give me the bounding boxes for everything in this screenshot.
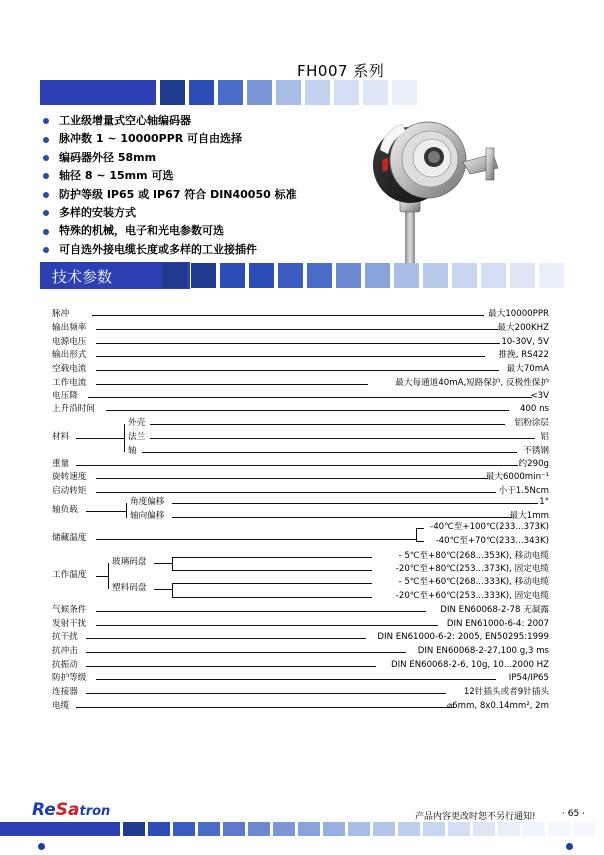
band-square bbox=[392, 80, 417, 105]
feature-text: 轴径 8 ~ 15mm 可选 bbox=[59, 169, 174, 183]
band-square bbox=[523, 822, 545, 836]
spec-value-voltage-drop: <3V bbox=[530, 391, 549, 401]
feature-text: 工业级增量式空心轴编码器 bbox=[59, 114, 191, 127]
leader-line bbox=[86, 693, 446, 694]
spec-value-housing: 铝粉涂层 bbox=[514, 418, 549, 428]
band-square bbox=[218, 80, 243, 105]
spec-value-storage-temp-2: -40℃至+70℃(233...343K) bbox=[435, 536, 549, 546]
spec-label-output-freq: 输出频率 bbox=[52, 323, 87, 333]
spec-value-storage-temp-1: -40℃至+100℃(233...373K) bbox=[430, 522, 549, 532]
band-square bbox=[398, 822, 420, 836]
bullet-icon bbox=[43, 229, 49, 235]
spec-value-plastic-temp-2: -20℃至+60℃(253...333K), 固定电缆 bbox=[395, 591, 549, 601]
spec-label-working-current: 工作电流 bbox=[52, 378, 87, 388]
leader-line bbox=[76, 707, 454, 708]
leader-line bbox=[96, 492, 496, 493]
bullet-icon bbox=[43, 192, 49, 198]
spec-label-plastic-disc: 塑料码盘 bbox=[112, 583, 147, 593]
section-band bbox=[162, 263, 564, 288]
band-square bbox=[473, 822, 495, 836]
leader-line bbox=[96, 539, 416, 540]
band-square bbox=[123, 822, 145, 836]
spec-value-shaft: 不锈钢 bbox=[523, 446, 549, 456]
spec-label-pulse: 脉冲 bbox=[52, 309, 70, 319]
band-square bbox=[191, 263, 216, 288]
spec-label-cable: 电缆 bbox=[52, 701, 70, 711]
spec-label-immunity: 抗干扰 bbox=[52, 632, 78, 642]
band-square bbox=[248, 822, 270, 836]
band-square bbox=[373, 822, 395, 836]
spec-value-vibration: DIN EN60068-2-6, 10g, 10...2000 HZ bbox=[390, 660, 549, 670]
feature-item bbox=[43, 222, 297, 240]
leader-line bbox=[96, 343, 500, 344]
footer-dot bbox=[38, 843, 45, 850]
spec-value-flange: 铝 bbox=[540, 432, 549, 442]
spec-value-rise-time: 400 ns bbox=[519, 404, 549, 414]
spec-value-weight: 约290g bbox=[518, 459, 549, 469]
spec-label-storage-temp: 储藏温度 bbox=[52, 533, 87, 543]
band-square bbox=[189, 80, 214, 105]
spec-value-immunity: DIN EN61000-6-2: 2005, EN50295:1999 bbox=[377, 632, 549, 642]
band-square bbox=[148, 822, 170, 836]
leader-line bbox=[154, 563, 172, 564]
band-square bbox=[298, 822, 320, 836]
band-square bbox=[481, 263, 506, 288]
leader-line bbox=[172, 597, 372, 598]
leader-line bbox=[96, 384, 368, 385]
section-title: 技术参数 bbox=[52, 268, 113, 286]
leader-line bbox=[96, 329, 498, 330]
spec-label-speed: 旋转速度 bbox=[52, 472, 87, 482]
spec-label-angular-offset: 角度偏移 bbox=[130, 497, 165, 507]
band-square bbox=[278, 263, 303, 288]
leader-line bbox=[416, 528, 424, 529]
leader-line bbox=[86, 666, 376, 667]
bullet-icon bbox=[43, 118, 49, 124]
spec-label-supply-voltage: 电源电压 bbox=[52, 337, 87, 347]
spec-label-working-temp: 工作温度 bbox=[52, 570, 87, 580]
leader-line bbox=[96, 478, 487, 479]
band-square bbox=[423, 263, 448, 288]
leader-line bbox=[96, 370, 499, 371]
spec-label-shock: 抗冲击 bbox=[52, 646, 78, 656]
spec-value-climate: DIN EN60068-2-78 无凝露 bbox=[440, 605, 549, 615]
band-square bbox=[305, 80, 330, 105]
leader-line bbox=[96, 611, 426, 612]
spec-value-emission: DIN EN61000-6-4: 2007 bbox=[446, 619, 549, 629]
band-square bbox=[223, 822, 245, 836]
spec-value-shock: DIN EN60068-2-27,100 g,3 ms bbox=[417, 646, 549, 656]
feature-text: 特殊的机械，电子和光电参数可选 bbox=[59, 224, 224, 238]
band-square bbox=[548, 822, 570, 836]
leader-line bbox=[76, 438, 124, 439]
spec-value-glass-temp-2: -20℃至+80℃(253...373K), 固定电缆 bbox=[395, 564, 549, 574]
cable bbox=[405, 208, 415, 265]
feature-list bbox=[43, 112, 297, 259]
encoder-product-image bbox=[358, 110, 508, 265]
feature-text: 可自选外接电缆长度或多样的工业接插件 bbox=[59, 242, 257, 256]
band-square bbox=[323, 822, 345, 836]
spec-value-pulse: 最大10000PPR bbox=[488, 309, 549, 319]
header-band-bar bbox=[40, 80, 156, 105]
band-square bbox=[249, 263, 274, 288]
leader-line bbox=[142, 452, 517, 453]
band-square bbox=[336, 263, 361, 288]
band-square bbox=[363, 80, 388, 105]
leader-line bbox=[92, 315, 484, 316]
bullet-icon bbox=[43, 173, 49, 179]
spec-label-emission: 发射干扰 bbox=[52, 619, 87, 629]
spec-label-climate: 气候条件 bbox=[52, 605, 87, 615]
leader-line bbox=[172, 517, 511, 518]
leader-line bbox=[150, 438, 535, 439]
spec-label-material: 材料 bbox=[52, 432, 70, 442]
spec-value-start-torque: 小于1.5Ncm bbox=[498, 486, 549, 496]
spec-value-no-load-current: 最大70mA bbox=[506, 364, 549, 374]
band-square bbox=[423, 822, 445, 836]
band-square bbox=[307, 263, 332, 288]
spec-label-flange: 法兰 bbox=[128, 432, 146, 442]
bracket-line bbox=[416, 528, 417, 541]
leader-line bbox=[172, 570, 372, 571]
mounting-bracket bbox=[486, 148, 494, 180]
spec-label-start-torque: 启动转矩 bbox=[52, 486, 87, 496]
leader-line bbox=[86, 652, 406, 653]
spec-label-protection: 防护等级 bbox=[52, 673, 87, 683]
bullet-icon bbox=[43, 247, 49, 253]
bullet-icon bbox=[43, 137, 49, 143]
leader-line bbox=[172, 557, 372, 558]
spec-label-shaft-load: 轴负载 bbox=[52, 505, 78, 515]
label-mark bbox=[382, 158, 388, 172]
band-square bbox=[276, 80, 301, 105]
spec-value-axial-offset: 最大1mm bbox=[509, 511, 549, 521]
leader-line bbox=[172, 583, 372, 584]
spec-value-connector: 12针插头或者9针插头 bbox=[463, 687, 549, 697]
leader-line bbox=[416, 541, 424, 542]
spec-label-connector: 连接器 bbox=[52, 687, 78, 697]
band-square bbox=[162, 263, 187, 288]
spec-label-output-form: 输出形式 bbox=[52, 350, 87, 360]
feature-item bbox=[43, 112, 297, 130]
spec-label-shaft: 轴 bbox=[128, 446, 137, 456]
header-band bbox=[40, 80, 417, 105]
logo-part: tron bbox=[79, 804, 111, 819]
bracket-line bbox=[108, 563, 109, 589]
feature-item bbox=[43, 130, 297, 148]
page-number: · 65 · bbox=[562, 809, 585, 819]
spec-value-protection: IP54/IP65 bbox=[508, 673, 549, 683]
bullet-icon bbox=[43, 210, 49, 216]
footer-band bbox=[0, 822, 595, 836]
spec-label-housing: 外壳 bbox=[128, 418, 146, 428]
band-square bbox=[573, 822, 595, 836]
spec-value-supply-voltage: 10-30V, 5V bbox=[501, 337, 549, 347]
spec-value-output-form: 推挽, RS422 bbox=[498, 350, 549, 360]
spec-value-cable: ⌀6mm, 8x0.14mm², 2m bbox=[446, 701, 549, 711]
page-title: FH007 系列 bbox=[297, 62, 385, 80]
shaft-bore bbox=[428, 151, 440, 163]
leader-line bbox=[86, 638, 366, 639]
leader-line bbox=[96, 625, 438, 626]
company-logo bbox=[32, 800, 110, 820]
band-square bbox=[394, 263, 419, 288]
leader-line bbox=[172, 503, 538, 504]
spec-label-no-load-current: 空载电流 bbox=[52, 364, 87, 374]
band-square bbox=[539, 263, 564, 288]
band-square bbox=[247, 80, 272, 105]
spec-value-plastic-temp-1: - 5℃至+60℃(268...333K), 移动电缆 bbox=[398, 577, 549, 587]
bracket-line bbox=[172, 583, 173, 597]
band-square bbox=[198, 822, 220, 836]
bracket-line bbox=[126, 503, 127, 518]
footer-dot bbox=[566, 843, 573, 850]
spec-label-axial-offset: 轴向偏移 bbox=[130, 511, 165, 521]
band-square bbox=[498, 822, 520, 836]
band-square bbox=[510, 263, 535, 288]
spec-label-rise-time: 上升沿时间 bbox=[52, 404, 95, 414]
spec-value-speed: 最大6000min⁻¹ bbox=[485, 472, 549, 482]
logo-part: Sa bbox=[55, 800, 80, 820]
spec-label-voltage-drop: 电压降 bbox=[52, 391, 78, 401]
band-square bbox=[160, 80, 185, 105]
feature-item bbox=[43, 241, 297, 259]
band-square bbox=[365, 263, 390, 288]
band-square bbox=[448, 822, 470, 836]
spec-value-angular-offset: 1° bbox=[539, 497, 549, 507]
feature-text: 脉冲数 1 ~ 10000PPR 可自由选择 bbox=[59, 132, 243, 146]
spec-label-glass-disc: 玻璃码盘 bbox=[112, 557, 147, 567]
leader-line bbox=[86, 511, 126, 512]
band-square bbox=[348, 822, 370, 836]
feature-item bbox=[43, 149, 297, 167]
band-square bbox=[220, 263, 245, 288]
leader-line bbox=[76, 465, 518, 466]
bullet-icon bbox=[43, 155, 49, 161]
feature-text: 防护等级 IP65 或 IP67 符合 DIN40050 标准 bbox=[59, 187, 297, 201]
spec-value-glass-temp-1: - 5℃至+80℃(268...353K), 移动电缆 bbox=[398, 551, 549, 561]
feature-item bbox=[43, 204, 297, 222]
bracket-line bbox=[124, 424, 125, 452]
spec-value-output-freq: 最大200KHZ bbox=[497, 323, 549, 333]
band-square bbox=[273, 822, 295, 836]
spec-label-weight: 重量 bbox=[52, 459, 70, 469]
leader-line bbox=[96, 576, 108, 577]
band-square bbox=[452, 263, 477, 288]
spec-value-working-current: 最大每通道40mA,短路保护, 反极性保护 bbox=[395, 378, 549, 388]
band-square bbox=[334, 80, 359, 105]
leader-line bbox=[106, 410, 509, 411]
leader-line bbox=[154, 589, 172, 590]
leader-line bbox=[96, 679, 496, 680]
leader-line bbox=[150, 424, 505, 425]
bracket-line bbox=[172, 557, 173, 570]
spec-label-vibration: 抗振动 bbox=[52, 660, 78, 670]
footer-band-bar bbox=[0, 822, 120, 836]
logo-part: Re bbox=[32, 800, 56, 820]
feature-text: 多样的安装方式 bbox=[59, 205, 136, 219]
feature-item bbox=[43, 167, 297, 185]
leader-line bbox=[96, 356, 485, 357]
feature-text: 编码器外径 58mm bbox=[59, 150, 157, 164]
leader-line bbox=[88, 397, 532, 398]
footer-note: 产品内容更改时恕不另行通知! bbox=[415, 812, 536, 822]
feature-item bbox=[43, 186, 297, 204]
band-square bbox=[173, 822, 195, 836]
